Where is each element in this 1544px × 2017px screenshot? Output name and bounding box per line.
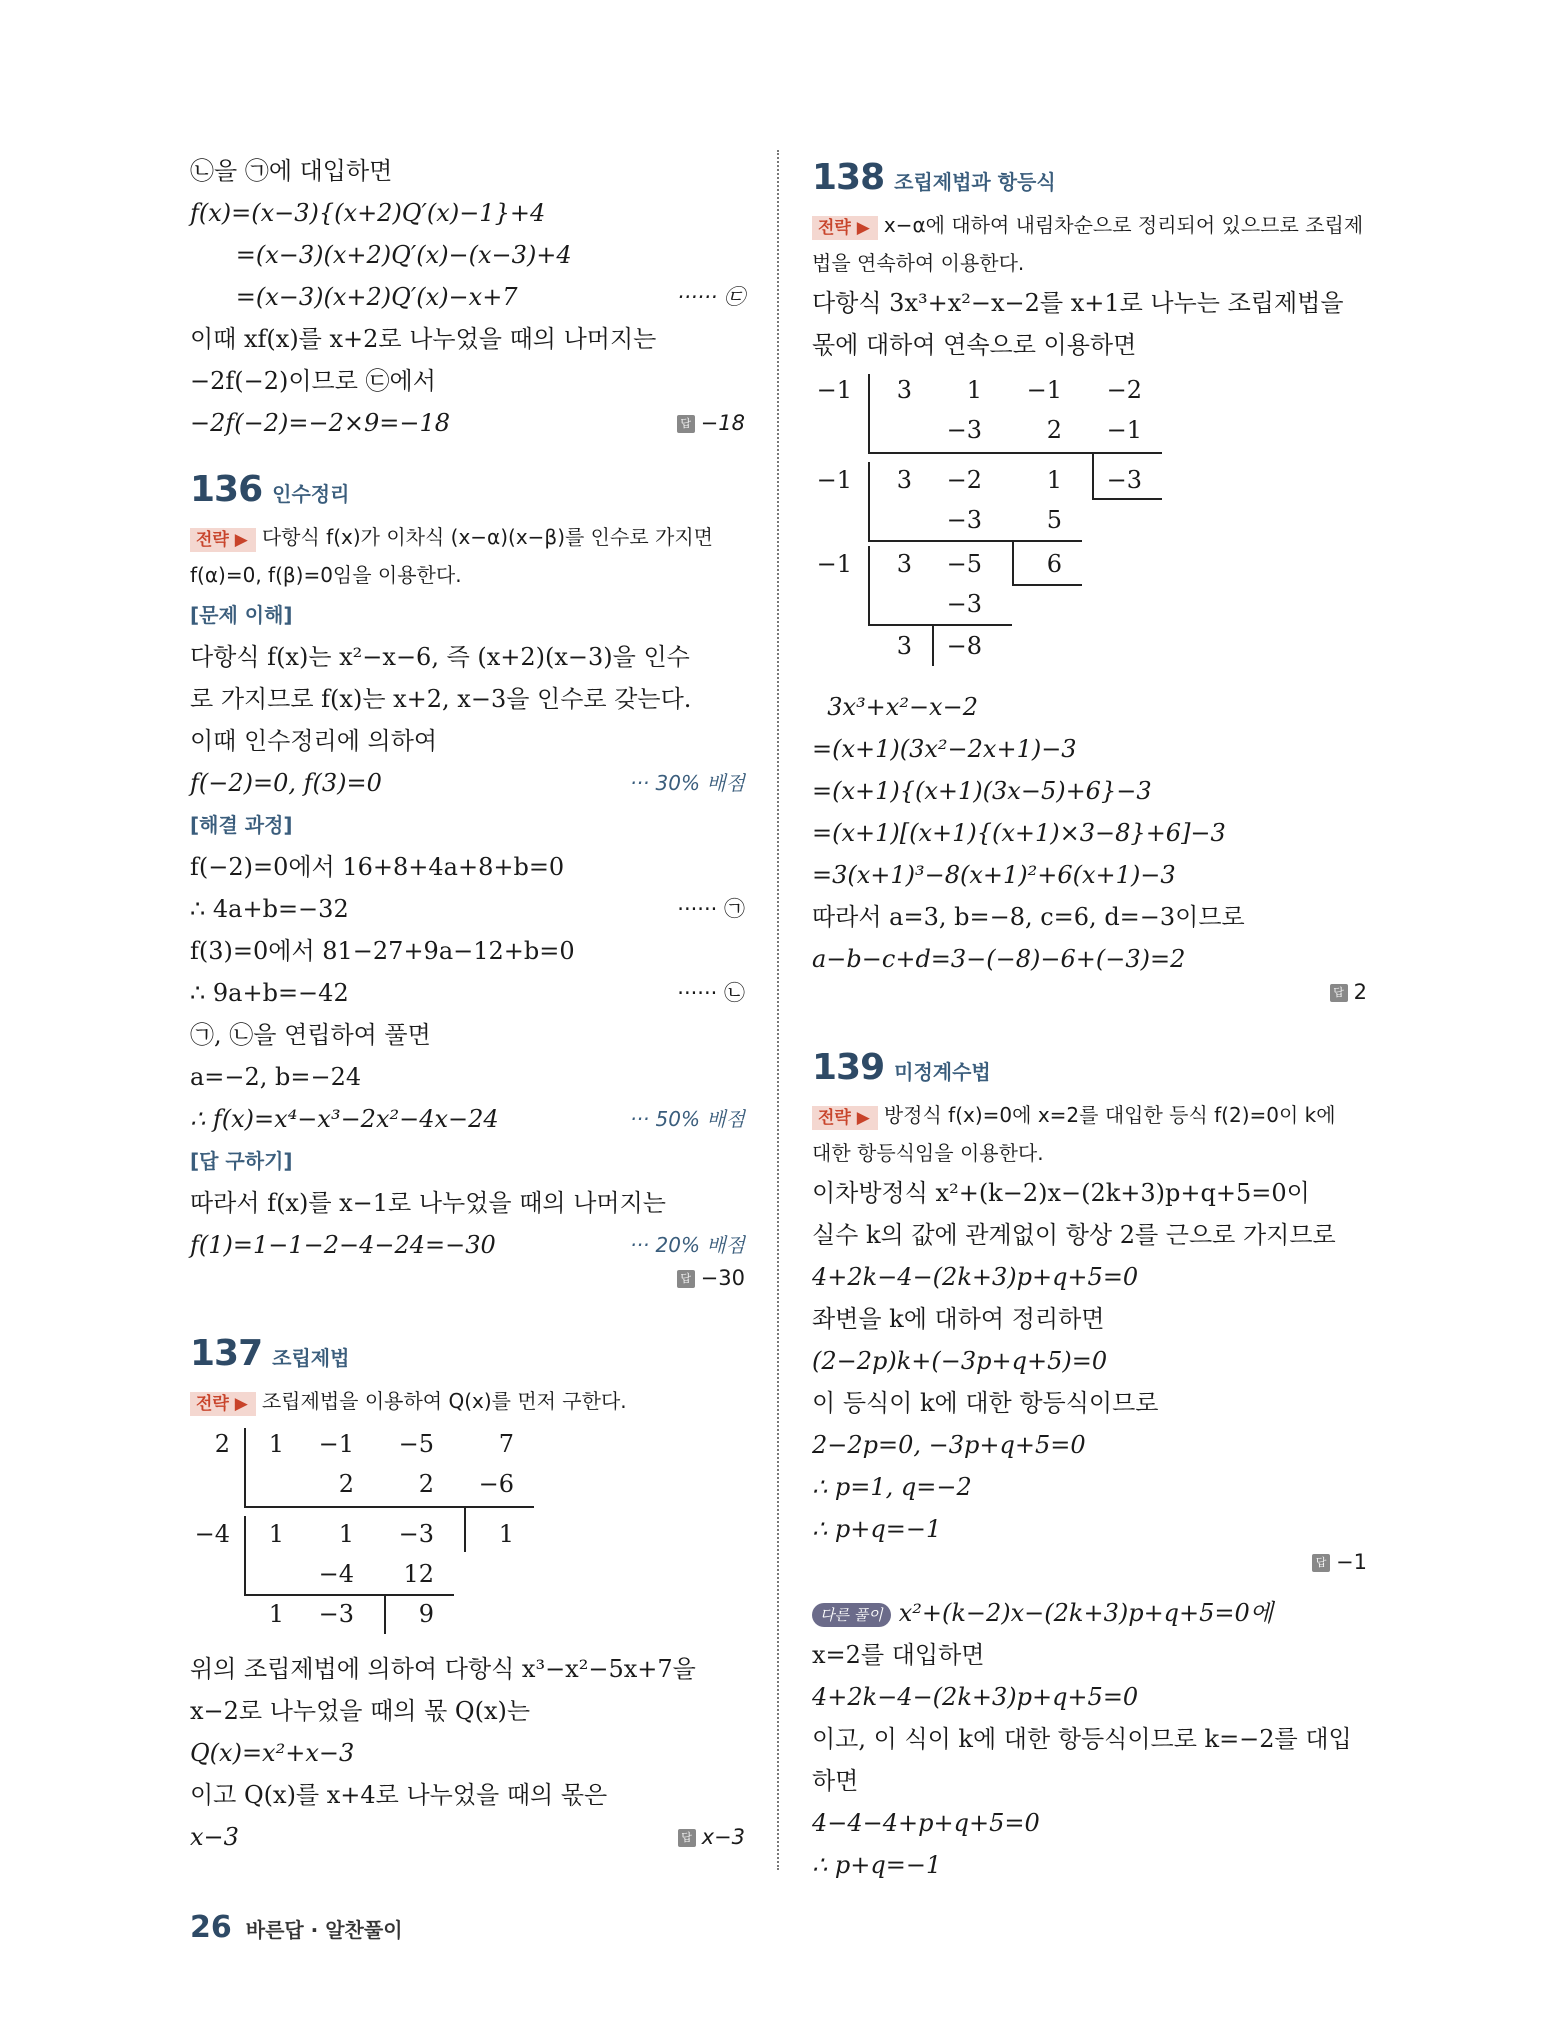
table-cell: −3 <box>946 416 982 444</box>
table-cell: −1 <box>318 1430 354 1458</box>
text-line: 다항식 3x³+x²−x−2를 x+1로 나누는 조립제법을 <box>812 289 1344 317</box>
text-line: x=2를 대입하면 <box>812 1641 985 1669</box>
table-cell: 3 <box>896 632 912 660</box>
remainder-cell: −8 <box>946 632 982 660</box>
divisor: −1 <box>816 550 852 578</box>
problem-number: 139 <box>812 1047 885 1088</box>
cont-line: =(x−3)(x+2)Q′(x)−x+7 ······ ㉢ <box>190 283 745 311</box>
strategy-cont: 법을 연속하여 이용한다. <box>812 251 1025 275</box>
text-line: ∴ p=1, q=−2 <box>812 1473 972 1501</box>
text-line: =3(x+1)³−8(x+1)²+6(x+1)−3 <box>812 861 1176 889</box>
table-cell: −6 <box>478 1470 514 1498</box>
table-cell: −1 <box>1106 416 1142 444</box>
text-line: =(x+1)(3x²−2x+1)−3 <box>812 735 1077 763</box>
table-cell: 2 <box>338 1470 354 1498</box>
strategy-label: 전략 ▶ <box>812 216 878 240</box>
table-cell: 12 <box>403 1560 434 1588</box>
text-line: 따라서 f(x)를 x−1로 나누었을 때의 나머지는 <box>190 1189 666 1217</box>
table-cell: 3 <box>896 550 912 578</box>
answer: 답 −18 <box>677 402 745 444</box>
answer-badge-icon: 답 <box>677 1270 695 1288</box>
divider-bar <box>868 452 1162 454</box>
problem-number: 138 <box>812 157 885 198</box>
divider-bar <box>244 1506 534 1508</box>
text-line: 몫에 대하여 연속으로 이용하면 <box>812 331 1137 359</box>
remainder-cell: 9 <box>418 1600 434 1628</box>
cont-line: =(x−3)(x+2)Q′(x)−(x−3)+4 <box>190 241 572 269</box>
strategy-cont: 대한 항등식임을 이용한다. <box>812 1141 1044 1165</box>
text-line: ㉠, ㉡을 연립하여 풀면 <box>190 1021 431 1049</box>
text-line: x−2로 나누었을 때의 몫 Q(x)는 <box>190 1697 531 1725</box>
table-cell: −3 <box>398 1520 434 1548</box>
text-line: f(−2)=0에서 16+8+4a+8+b=0 <box>190 853 565 881</box>
table-cell: 3 <box>896 376 912 404</box>
problem-136-header <box>190 462 745 518</box>
text-line: a=−2, b=−24 <box>190 1063 362 1091</box>
remainder-cell: 1 <box>498 1520 514 1548</box>
cont-line: ㉡을 ㉠에 대입하면 <box>190 157 393 185</box>
text-line: 다항식 f(x)는 x²−x−6, 즉 (x+2)(x−3)을 인수 <box>190 643 690 671</box>
page-footer <box>190 1908 403 1948</box>
text-line: x−3 답 x−3 <box>190 1816 745 1858</box>
book-title: 바른답 · 알찬풀이 <box>245 1918 403 1942</box>
text-line: =(x+1){(x+1)(3x−5)+6}−3 <box>812 777 1152 805</box>
synthetic-division-table <box>190 1424 745 1634</box>
score-weight: ··· 30% 배점 <box>630 771 745 795</box>
answer: 답 −1 <box>1312 1550 1367 1574</box>
cont-line: −2f(−2)이므로 ㉢에서 <box>190 367 436 395</box>
text-line: 이차방정식 x²+(k−2)x−(2k+3)p+q+5=0이 <box>812 1179 1310 1207</box>
cont-line: 이때 xf(x)를 x+2로 나누었을 때의 나머지는 <box>190 325 657 353</box>
score-weight: ··· 20% 배점 <box>630 1233 745 1257</box>
remainder-cell: 6 <box>1046 550 1062 578</box>
divisor: −4 <box>194 1520 230 1548</box>
table-cell: −2 <box>1106 376 1142 404</box>
problem-138-header <box>812 150 1367 206</box>
table-cell: 5 <box>1046 506 1062 534</box>
answer-badge-icon: 답 <box>678 1829 696 1847</box>
cont-line: f(x)=(x−3){(x+2)Q′(x)−1}+4 <box>190 199 546 227</box>
strategy-cont: f(α)=0, f(β)=0임을 이용한다. <box>190 563 462 587</box>
table-cell: −4 <box>318 1560 354 1588</box>
text-line: 이고, 이 식이 k에 대한 항등식이므로 k=−2를 대입 <box>812 1725 1352 1753</box>
strategy: 전략 ▶ 방정식 f(x)=0에 x=2를 대입한 등식 f(2)=0이 k에 <box>812 1096 1367 1134</box>
text-line: ∴ p+q=−1 <box>812 1851 942 1879</box>
text-line: 로 가지므로 f(x)는 x+2, x−3을 인수로 갖는다. <box>190 685 692 713</box>
problem-number: 137 <box>190 1333 263 1374</box>
table-cell: 1 <box>268 1520 284 1548</box>
section-heading: [문제 이해] <box>190 603 293 627</box>
text-line: ∴ f(x)=x⁴−x³−2x²−4x−24 ··· 50% 배점 <box>190 1098 745 1140</box>
strategy-label: 전략 ▶ <box>190 1392 256 1416</box>
strategy: 전략 ▶ 조립제법을 이용하여 Q(x)를 먼저 구한다. <box>190 1382 745 1420</box>
other-solution: 다른 풀이 x²+(k−2)x−(2k+3)p+q+5=0에 <box>812 1592 1367 1634</box>
answer: 답 −30 <box>677 1266 745 1290</box>
answer-line <box>812 1550 1367 1592</box>
table-cell: 2 <box>1046 416 1062 444</box>
strategy: 전략 ▶ x−α에 대하여 내림차순으로 정리되어 있으므로 조립제 <box>812 206 1367 244</box>
score-weight: ··· 50% 배점 <box>630 1107 745 1131</box>
text-line: ∴ 9a+b=−42 ······ ㉡ <box>190 979 745 1007</box>
problem-title: 인수정리 <box>272 482 350 506</box>
table-cell: −1 <box>1026 376 1062 404</box>
column-divider <box>777 150 779 1870</box>
answer-badge-icon: 답 <box>1330 984 1348 1002</box>
table-cell: −5 <box>398 1430 434 1458</box>
table-cell: 3 <box>896 466 912 494</box>
table-cell: 1 <box>966 376 982 404</box>
answer-badge-icon: 답 <box>677 415 695 433</box>
text-line: 위의 조립제법에 의하여 다항식 x³−x²−5x+7을 <box>190 1655 696 1683</box>
text-line: 4−4−4+p+q+5=0 <box>812 1809 1040 1837</box>
problem-137-header <box>190 1326 745 1382</box>
problem-139-header <box>812 1040 1367 1096</box>
table-cell: 1 <box>338 1520 354 1548</box>
right-column <box>812 150 1367 1886</box>
answer: 답 2 <box>1330 980 1367 1004</box>
cont-line: −2f(−2)=−2×9=−18 답 −18 <box>190 402 745 444</box>
table-cell: −3 <box>946 506 982 534</box>
other-solution-label: 다른 풀이 <box>812 1603 891 1627</box>
text-line: Q(x)=x²+x−3 <box>190 1739 355 1767</box>
strategy: 전략 ▶ 다항식 f(x)가 이차식 (x−α)(x−β)를 인수로 가지면 <box>190 518 745 556</box>
problem-title: 조립제법과 항등식 <box>894 170 1056 194</box>
answer: 답 x−3 <box>678 1816 745 1858</box>
text-line: f(1)=1−1−2−4−24=−30 ··· 20% 배점 <box>190 1224 745 1266</box>
table-cell: 2 <box>418 1470 434 1498</box>
divider-bar <box>868 540 1082 542</box>
section-heading: [해결 과정] <box>190 813 293 837</box>
left-column <box>190 150 745 1858</box>
text-line: 좌변을 k에 대하여 정리하면 <box>812 1305 1105 1333</box>
synthetic-division-table <box>812 370 1367 666</box>
problem-title: 미정계수법 <box>894 1060 991 1084</box>
text-line: (2−2p)k+(−3p+q+5)=0 <box>812 1347 1108 1375</box>
problem-number: 136 <box>190 469 263 510</box>
text-line: a−b−c+d=3−(−8)−6+(−3)=2 <box>812 945 1186 973</box>
divisor: −1 <box>816 466 852 494</box>
text-line: 이고 Q(x)를 x+4로 나누었을 때의 몫은 <box>190 1781 608 1809</box>
text-line: f(−2)=0, f(3)=0 ··· 30% 배점 <box>190 762 745 804</box>
text-line: ∴ p+q=−1 <box>812 1515 942 1543</box>
table-cell: −2 <box>946 466 982 494</box>
remainder-bar <box>1012 584 1082 586</box>
table-cell: −5 <box>946 550 982 578</box>
problem-title: 조립제법 <box>272 1346 350 1370</box>
text-line: =(x+1)[(x+1){(x+1)×3−8}+6]−3 <box>812 819 1226 847</box>
page-number: 26 <box>190 1910 232 1945</box>
table-cell: −3 <box>946 590 982 618</box>
table-cell: −3 <box>318 1600 354 1628</box>
divisor: 2 <box>214 1430 230 1458</box>
answer-line <box>812 980 1367 1022</box>
table-cell: 1 <box>268 1430 284 1458</box>
table-cell: 1 <box>268 1600 284 1628</box>
text-line: 이 등식이 k에 대한 항등식이므로 <box>812 1389 1159 1417</box>
strategy-label: 전략 ▶ <box>812 1106 878 1130</box>
text-line: 3x³+x²−x−2 <box>812 693 978 721</box>
text-line: 실수 k의 값에 관계없이 항상 2를 근으로 가지므로 <box>812 1221 1336 1249</box>
text-line: 4+2k−4−(2k+3)p+q+5=0 <box>812 1263 1139 1291</box>
text-line: f(3)=0에서 81−27+9a−12+b=0 <box>190 937 575 965</box>
table-cell: 1 <box>1046 466 1062 494</box>
answer-line <box>190 1266 745 1308</box>
answer-badge-icon: 답 <box>1312 1554 1330 1572</box>
divisor: −1 <box>816 376 852 404</box>
table-cell: 7 <box>498 1430 514 1458</box>
text-line: 이때 인수정리에 의하여 <box>190 727 438 755</box>
section-heading: [답 구하기] <box>190 1149 293 1173</box>
remainder-cell: −3 <box>1106 466 1142 494</box>
text-line: 2−2p=0, −3p+q+5=0 <box>812 1431 1086 1459</box>
text-line: ∴ 4a+b=−32 ······ ㉠ <box>190 895 745 923</box>
text-line: 따라서 a=3, b=−8, c=6, d=−3이므로 <box>812 903 1245 931</box>
text-line: 하면 <box>812 1767 859 1795</box>
strategy-label: 전략 ▶ <box>190 528 256 552</box>
text-line: 4+2k−4−(2k+3)p+q+5=0 <box>812 1683 1139 1711</box>
